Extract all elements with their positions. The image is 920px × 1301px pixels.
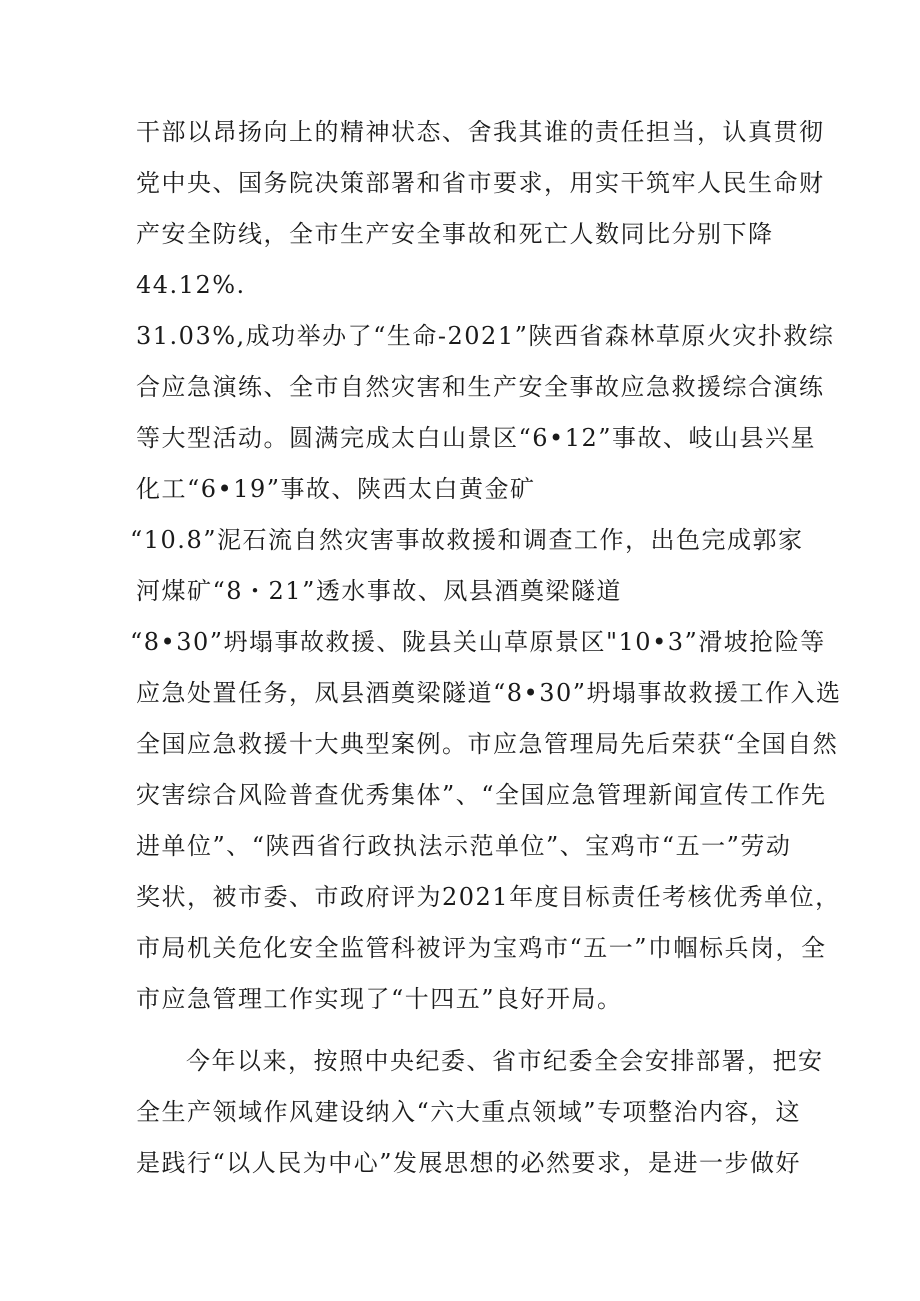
text-line: 河煤矿“8・21”透水事故、凤县酒奠梁隧道 xyxy=(136,577,622,605)
text-line: 党中央、国务院决策部署和省市要求，用实干筑牢人民生命财 xyxy=(136,169,825,197)
text-line: 市应急管理工作实现了“十四五”良好开局。 xyxy=(136,985,623,1013)
text-line: 奖状，被市委、市政府评为2021年度目标责任考核优秀单位， xyxy=(136,883,841,911)
text-line: 进单位”、“陕西省行政执法示范单位”、宝鸡市“五一”劳动 xyxy=(136,832,792,860)
text-line: 市局机关危化安全监管科被评为宝鸡市“五一”巾帼标兵岗，全 xyxy=(136,934,827,962)
text-line: 化工“6•19”事故、陕西太白黄金矿 xyxy=(136,475,536,503)
text-line: 全国应急救援十大典型案例。市应急管理局先后荣获“全国自然 xyxy=(136,730,839,758)
text-line: 灾害综合风险普查优秀集体”、“全国应急管理新闻宣传工作先 xyxy=(136,781,827,809)
text-line: 产安全防线，全市生产安全事故和死亡人数同比分别下降 xyxy=(136,220,774,248)
text-line: “8•30”坍塌事故救援、陇县关山草原景区"10•3”滑坡抢险等 xyxy=(130,628,826,656)
text-line: 应急处置任务，凤县酒奠梁隧道“8•30”坍塌事故救援工作入选 xyxy=(136,679,842,707)
text-line: 是践行“以人民为中心”发展思想的必然要求，是进一步做好 xyxy=(136,1149,802,1177)
text-line: 合应急演练、全市自然灾害和生产安全事故应急救援综合演练 xyxy=(136,373,825,401)
text-line: 全生产领域作风建设纳入“六大重点领域”专项整治内容，这 xyxy=(136,1098,802,1126)
text-line: 等大型活动。圆满完成太白山景区“6•12”事故、岐山县兴星 xyxy=(136,424,817,452)
text-line: “10.8”泥石流自然灾害事故救援和调查工作，出色完成郭家 xyxy=(130,526,804,554)
text-line: 31.03%,成功举办了“生命-2021”陕西省森林草原火灾扑救综 xyxy=(136,322,835,350)
text-line: 干部以昂扬向上的精神状态、舍我其谁的责任担当，认真贯彻 xyxy=(136,118,825,146)
paragraph-first-line: 今年以来，按照中央纪委、省市纪委全会安排部署，把安 xyxy=(186,1047,824,1075)
text-line: 44.12%. xyxy=(136,271,246,299)
